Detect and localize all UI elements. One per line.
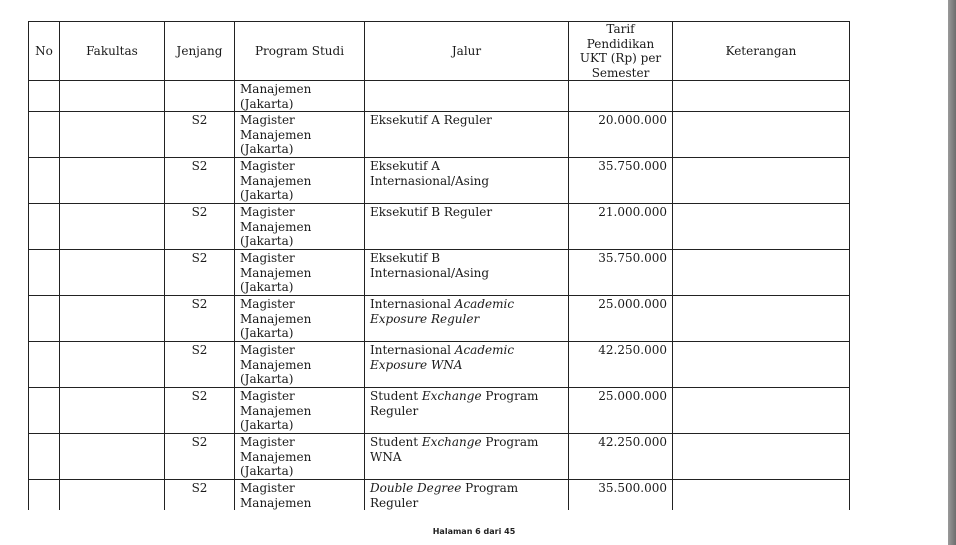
cell-fakultas bbox=[60, 388, 165, 434]
cell-jenjang: S2 bbox=[165, 296, 235, 342]
cell-tarif: 20.000.000 bbox=[569, 112, 673, 158]
jalur-text: Eksekutif B Reguler bbox=[370, 205, 493, 219]
cell-fakultas bbox=[60, 480, 165, 511]
header-program-studi: Program Studi bbox=[235, 22, 365, 81]
program-studi-line: Manajemen bbox=[240, 311, 312, 326]
cell-no bbox=[29, 342, 60, 388]
cell-jenjang bbox=[165, 81, 235, 112]
table-row bbox=[29, 81, 850, 112]
cell-fakultas bbox=[60, 296, 165, 342]
program-studi-line: (Jakarta) bbox=[240, 280, 294, 294]
table-row bbox=[29, 434, 850, 480]
jalur-text-italic: Exposure Reguler bbox=[370, 311, 480, 326]
program-studi-line: Manajemen bbox=[240, 173, 312, 188]
page-number-footer: Halaman 6 dari 45 bbox=[432, 527, 516, 536]
program-studi-line: Magister bbox=[240, 389, 295, 403]
cell-tarif bbox=[569, 81, 673, 112]
cell-keterangan bbox=[673, 388, 850, 434]
program-studi-line: Manajemen bbox=[240, 265, 312, 280]
cell-jalur bbox=[365, 158, 569, 204]
header-fakultas: Fakultas bbox=[60, 22, 165, 81]
cell-jalur bbox=[365, 204, 569, 250]
header-no: No bbox=[29, 22, 60, 81]
cell-no bbox=[29, 112, 60, 158]
cell-keterangan bbox=[673, 112, 850, 158]
page-edge-shadow bbox=[948, 0, 956, 545]
program-studi-line: Manajemen bbox=[240, 127, 312, 142]
program-studi-line: (Jakarta) bbox=[240, 464, 294, 478]
jalur-text: Internasional bbox=[370, 343, 455, 357]
cell-keterangan bbox=[673, 250, 850, 296]
table-body bbox=[29, 81, 850, 511]
cell-program-studi bbox=[235, 112, 365, 158]
table-row bbox=[29, 158, 850, 204]
table-row bbox=[29, 342, 850, 388]
cell-jalur bbox=[365, 81, 569, 112]
table-row bbox=[29, 250, 850, 296]
cell-keterangan bbox=[673, 434, 850, 480]
cell-no bbox=[29, 204, 60, 250]
cell-no bbox=[29, 388, 60, 434]
header-jenjang: Jenjang bbox=[165, 22, 235, 81]
program-studi-line: Manajemen bbox=[240, 219, 312, 234]
cell-fakultas bbox=[60, 81, 165, 112]
cell-program-studi bbox=[235, 480, 365, 511]
cell-keterangan bbox=[673, 480, 850, 511]
cell-no bbox=[29, 81, 60, 112]
jalur-text: Student bbox=[370, 389, 422, 403]
jalur-text-italic: Exchange bbox=[421, 435, 482, 449]
jalur-text-italic: Double Degree bbox=[370, 481, 462, 495]
ukt-fee-table bbox=[28, 21, 850, 510]
jalur-text-italic: Academic bbox=[454, 297, 515, 311]
cell-fakultas bbox=[60, 112, 165, 158]
cell-keterangan bbox=[673, 81, 850, 112]
cell-fakultas bbox=[60, 342, 165, 388]
cell-keterangan bbox=[673, 204, 850, 250]
jalur-text: Internasional/Asing bbox=[370, 265, 490, 280]
jalur-text: WNA bbox=[370, 449, 402, 464]
program-studi-line: Magister bbox=[240, 113, 295, 127]
cell-jenjang: S2 bbox=[165, 250, 235, 296]
program-studi-line: Manajemen bbox=[240, 82, 312, 96]
cell-fakultas bbox=[60, 250, 165, 296]
cell-no bbox=[29, 158, 60, 204]
cell-program-studi bbox=[235, 434, 365, 480]
table-row bbox=[29, 480, 850, 511]
cell-jenjang: S2 bbox=[165, 434, 235, 480]
header-keterangan: Keterangan bbox=[673, 22, 850, 81]
cell-tarif: 25.000.000 bbox=[569, 296, 673, 342]
program-studi-line: Magister bbox=[240, 251, 295, 265]
cell-jenjang: S2 bbox=[165, 388, 235, 434]
program-studi-line: (Jakarta) bbox=[240, 326, 294, 340]
cell-jalur bbox=[365, 342, 569, 388]
program-studi-line: (Jakarta) bbox=[240, 96, 294, 111]
jalur-text-italic: Exchange bbox=[421, 389, 482, 403]
cell-jenjang: S2 bbox=[165, 204, 235, 250]
cell-tarif: 21.000.000 bbox=[569, 204, 673, 250]
jalur-text: Eksekutif B bbox=[370, 251, 441, 265]
table-row bbox=[29, 204, 850, 250]
table-row bbox=[29, 388, 850, 434]
cell-program-studi bbox=[235, 158, 365, 204]
jalur-text: Program bbox=[461, 481, 519, 495]
jalur-text: Eksekutif A bbox=[370, 159, 440, 173]
jalur-text: Student bbox=[370, 435, 422, 449]
cell-tarif: 25.000.000 bbox=[569, 388, 673, 434]
cell-jalur bbox=[365, 296, 569, 342]
program-studi-line: Magister bbox=[240, 343, 295, 357]
jalur-text: Program bbox=[481, 435, 539, 449]
cell-no bbox=[29, 434, 60, 480]
table-header-row bbox=[29, 22, 850, 81]
program-studi-line: Manajemen bbox=[240, 495, 312, 510]
cell-jenjang: S2 bbox=[165, 112, 235, 158]
header-jalur: Jalur bbox=[365, 22, 569, 81]
cell-tarif: 35.750.000 bbox=[569, 158, 673, 204]
jalur-text: Internasional bbox=[370, 297, 455, 311]
cell-jenjang: S2 bbox=[165, 480, 235, 511]
cell-program-studi bbox=[235, 388, 365, 434]
program-studi-line: Magister bbox=[240, 481, 295, 495]
cell-fakultas bbox=[60, 434, 165, 480]
jalur-text: Reguler bbox=[370, 403, 419, 418]
program-studi-line: (Jakarta) bbox=[240, 372, 294, 386]
cell-jalur bbox=[365, 434, 569, 480]
program-studi-line: Manajemen bbox=[240, 403, 312, 418]
program-studi-line: Magister bbox=[240, 205, 295, 219]
program-studi-line: Magister bbox=[240, 159, 295, 173]
program-studi-line: (Jakarta) bbox=[240, 142, 294, 156]
jalur-text: Reguler bbox=[370, 495, 419, 510]
cell-jenjang: S2 bbox=[165, 158, 235, 204]
cell-jalur bbox=[365, 388, 569, 434]
cell-fakultas bbox=[60, 158, 165, 204]
table-row bbox=[29, 112, 850, 158]
cell-program-studi bbox=[235, 81, 365, 112]
cell-no bbox=[29, 296, 60, 342]
cell-no bbox=[29, 480, 60, 511]
program-studi-line: (Jakarta) bbox=[240, 188, 294, 202]
cell-keterangan bbox=[673, 342, 850, 388]
cell-tarif: 42.250.000 bbox=[569, 342, 673, 388]
header-tarif: Tarif Pendidikan UKT (Rp) per Semester bbox=[569, 22, 673, 81]
jalur-text: Internasional/Asing bbox=[370, 173, 490, 188]
program-studi-line: Magister bbox=[240, 435, 295, 449]
cell-keterangan bbox=[673, 158, 850, 204]
program-studi-line: Magister bbox=[240, 297, 295, 311]
cell-jalur bbox=[365, 250, 569, 296]
jalur-text: Eksekutif A Reguler bbox=[370, 113, 492, 127]
program-studi-line: (Jakarta) bbox=[240, 234, 294, 248]
cell-jalur bbox=[365, 112, 569, 158]
cell-keterangan bbox=[673, 296, 850, 342]
cell-tarif: 42.250.000 bbox=[569, 434, 673, 480]
jalur-text-italic: Academic bbox=[454, 343, 515, 357]
cell-jenjang: S2 bbox=[165, 342, 235, 388]
cell-fakultas bbox=[60, 204, 165, 250]
cell-program-studi bbox=[235, 296, 365, 342]
program-studi-line: Manajemen bbox=[240, 357, 312, 372]
program-studi-line: Manajemen bbox=[240, 449, 312, 464]
cell-program-studi bbox=[235, 204, 365, 250]
cell-no bbox=[29, 250, 60, 296]
jalur-text: Program bbox=[481, 389, 539, 403]
cell-tarif: 35.500.000 bbox=[569, 480, 673, 511]
cell-program-studi bbox=[235, 342, 365, 388]
cell-jalur bbox=[365, 480, 569, 511]
program-studi-line: (Jakarta) bbox=[240, 418, 294, 432]
table-row bbox=[29, 296, 850, 342]
cell-program-studi bbox=[235, 250, 365, 296]
jalur-text-italic: Exposure WNA bbox=[370, 357, 463, 372]
cell-tarif: 35.750.000 bbox=[569, 250, 673, 296]
